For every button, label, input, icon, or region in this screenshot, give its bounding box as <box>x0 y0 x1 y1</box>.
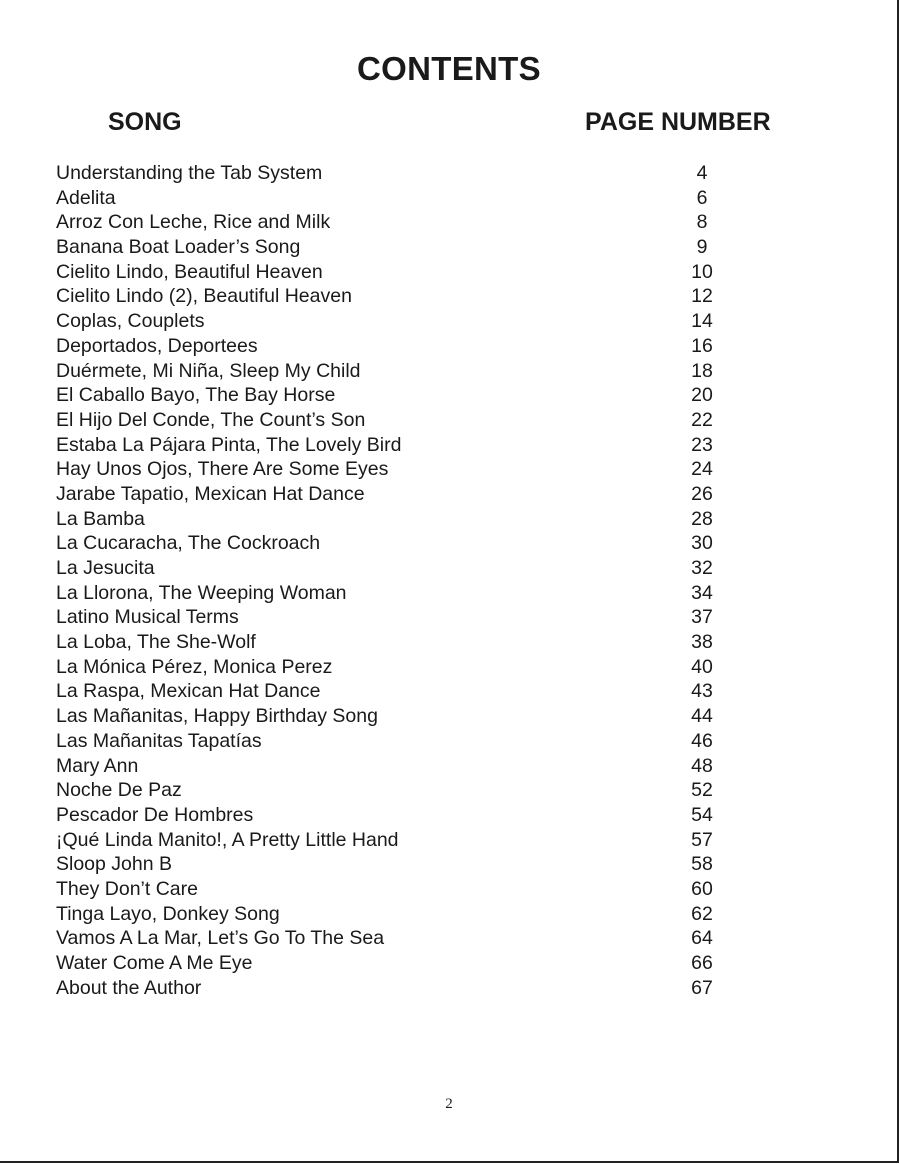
toc-entry <box>56 951 756 976</box>
toc-entry <box>56 778 756 803</box>
toc-entry-title: Hay Unos Ojos, There Are Some Eyes <box>56 458 389 481</box>
toc-entry <box>56 334 756 359</box>
toc-entry-page-number: 4 <box>696 162 708 184</box>
toc-entry-title: ¡Qué Linda Manito!, A Pretty Little Hand <box>56 828 399 851</box>
toc-entry-page-number: 66 <box>691 952 713 974</box>
toc-entry <box>56 877 756 902</box>
toc-entry-page-number: 30 <box>691 532 713 555</box>
toc-entry <box>56 235 756 260</box>
toc-entry <box>56 531 756 556</box>
toc-entry <box>56 679 756 704</box>
toc-entry-page-number: 57 <box>691 828 713 851</box>
toc-entry-page-number: 54 <box>691 803 713 826</box>
toc-entry-page-number: 8 <box>696 211 708 234</box>
toc-entry-title: Pescador De Hombres <box>56 803 254 826</box>
toc-entry-title: Coplas, Couplets <box>56 310 205 333</box>
toc-entry-title: Estaba La Pájara Pinta, The Lovely Bird <box>56 433 402 456</box>
toc-entry-page-number: 32 <box>691 557 713 579</box>
toc-entry-page-number: 40 <box>691 655 713 678</box>
toc-entry-title: Duérmete, Mi Niña, Sleep My Child <box>56 359 361 382</box>
toc-entry-title: Water Come A Me Eye <box>56 952 253 974</box>
toc-entry-title: Las Mañanitas Tapatías <box>56 729 262 752</box>
page-number-column-header: PAGE NUMBER <box>585 108 771 136</box>
toc-entry <box>56 359 756 384</box>
toc-entry-page-number: 48 <box>691 754 713 777</box>
toc-entry-title: Noche De Paz <box>56 779 182 802</box>
toc-entry <box>56 926 756 951</box>
toc-entry <box>56 605 756 630</box>
toc-entry <box>56 507 756 532</box>
toc-entry-page-number: 46 <box>691 729 713 752</box>
toc-entry <box>56 186 756 211</box>
toc-entry <box>56 729 756 754</box>
toc-entry-title: Vamos A La Mar, Let’s Go To The Sea <box>56 927 385 950</box>
toc-entry <box>56 284 756 309</box>
toc-entry <box>56 754 756 779</box>
toc-entry-title: Understanding the Tab System <box>56 162 323 184</box>
page-title: CONTENTS <box>357 50 541 87</box>
toc-entry-page-number: 10 <box>691 260 713 283</box>
toc-entry <box>56 655 756 680</box>
toc-entry <box>56 433 756 458</box>
toc-entry-page-number: 60 <box>691 877 713 900</box>
toc-entry-title: La Llorona, The Weeping Woman <box>56 581 347 604</box>
page-folio: 2 <box>445 1096 453 1112</box>
toc-entry-page-number: 62 <box>691 902 713 925</box>
toc-entry-title: El Caballo Bayo, The Bay Horse <box>56 384 336 407</box>
toc-entry-title: La Cucaracha, The Cockroach <box>56 532 321 555</box>
toc-entry-title: La Raspa, Mexican Hat Dance <box>56 680 321 703</box>
song-column-header: SONG <box>108 108 182 136</box>
toc-entry-page-number: 37 <box>691 606 713 629</box>
toc-entry-page-number: 20 <box>691 384 713 407</box>
toc-entry-title: Deportados, Deportees <box>56 334 258 357</box>
toc-entry-title: Cielito Lindo (2), Beautiful Heaven <box>56 285 352 308</box>
toc-entry <box>56 457 756 482</box>
toc-entry <box>56 803 756 828</box>
toc-entry <box>56 828 756 853</box>
contents-list <box>56 161 756 1000</box>
toc-entry-page-number: 16 <box>691 334 713 357</box>
toc-entry-page-number: 22 <box>691 408 713 431</box>
toc-entry <box>56 704 756 729</box>
toc-entry-page-number: 23 <box>691 433 713 456</box>
toc-entry-title: Mary Ann <box>56 754 139 777</box>
toc-entry <box>56 976 756 1001</box>
toc-entry <box>56 161 756 186</box>
toc-entry-page-number: 43 <box>691 680 713 703</box>
toc-entry-title: Banana Boat Loader’s Song <box>56 236 301 259</box>
toc-entry-title: They Don’t Care <box>56 877 198 900</box>
toc-entry-page-number: 6 <box>696 186 708 209</box>
toc-entry <box>56 556 756 581</box>
toc-entry-page-number: 18 <box>691 359 713 382</box>
toc-entry <box>56 210 756 235</box>
toc-entry-page-number: 28 <box>691 507 713 530</box>
toc-entry-page-number: 44 <box>691 705 713 728</box>
toc-entry-title: About the Author <box>56 976 202 999</box>
toc-entry-title: La Bamba <box>56 507 145 530</box>
toc-entry-page-number: 52 <box>691 779 713 802</box>
toc-entry-page-number: 34 <box>691 581 713 604</box>
toc-entry <box>56 383 756 408</box>
toc-entry-title: Tinga Layo, Donkey Song <box>56 902 280 925</box>
toc-entry-title: Adelita <box>56 186 116 209</box>
toc-entry <box>56 581 756 606</box>
toc-entry-page-number: 26 <box>691 482 713 505</box>
toc-entry-title: La Mónica Pérez, Monica Perez <box>56 655 333 678</box>
toc-entry <box>56 260 756 285</box>
toc-entry <box>56 902 756 927</box>
toc-entry-page-number: 58 <box>691 853 713 876</box>
toc-entry-title: La Jesucita <box>56 557 155 579</box>
toc-entry-page-number: 24 <box>691 458 713 481</box>
toc-entry-page-number: 14 <box>691 310 713 333</box>
toc-entry-page-number: 12 <box>691 285 713 308</box>
toc-entry-title: Cielito Lindo, Beautiful Heaven <box>56 260 323 283</box>
toc-entry-title: Arroz Con Leche, Rice and Milk <box>56 211 331 234</box>
toc-entry-page-number: 64 <box>691 927 713 950</box>
toc-entry-title: Latino Musical Terms <box>56 606 239 629</box>
toc-entry <box>56 630 756 655</box>
toc-entry <box>56 482 756 507</box>
toc-entry-page-number: 67 <box>691 976 713 999</box>
toc-entry-page-number: 38 <box>691 631 713 654</box>
toc-entry <box>56 852 756 877</box>
toc-entry <box>56 309 756 334</box>
toc-entry-title: Las Mañanitas, Happy Birthday Song <box>56 705 378 728</box>
toc-entry <box>56 408 756 433</box>
toc-entry-title: El Hijo Del Conde, The Count’s Son <box>56 408 366 431</box>
toc-entry-title: Jarabe Tapatio, Mexican Hat Dance <box>56 482 365 505</box>
toc-entry-title: Sloop John B <box>56 853 173 876</box>
toc-entry-title: La Loba, The She-Wolf <box>56 631 256 654</box>
toc-entry-page-number: 9 <box>696 236 708 259</box>
